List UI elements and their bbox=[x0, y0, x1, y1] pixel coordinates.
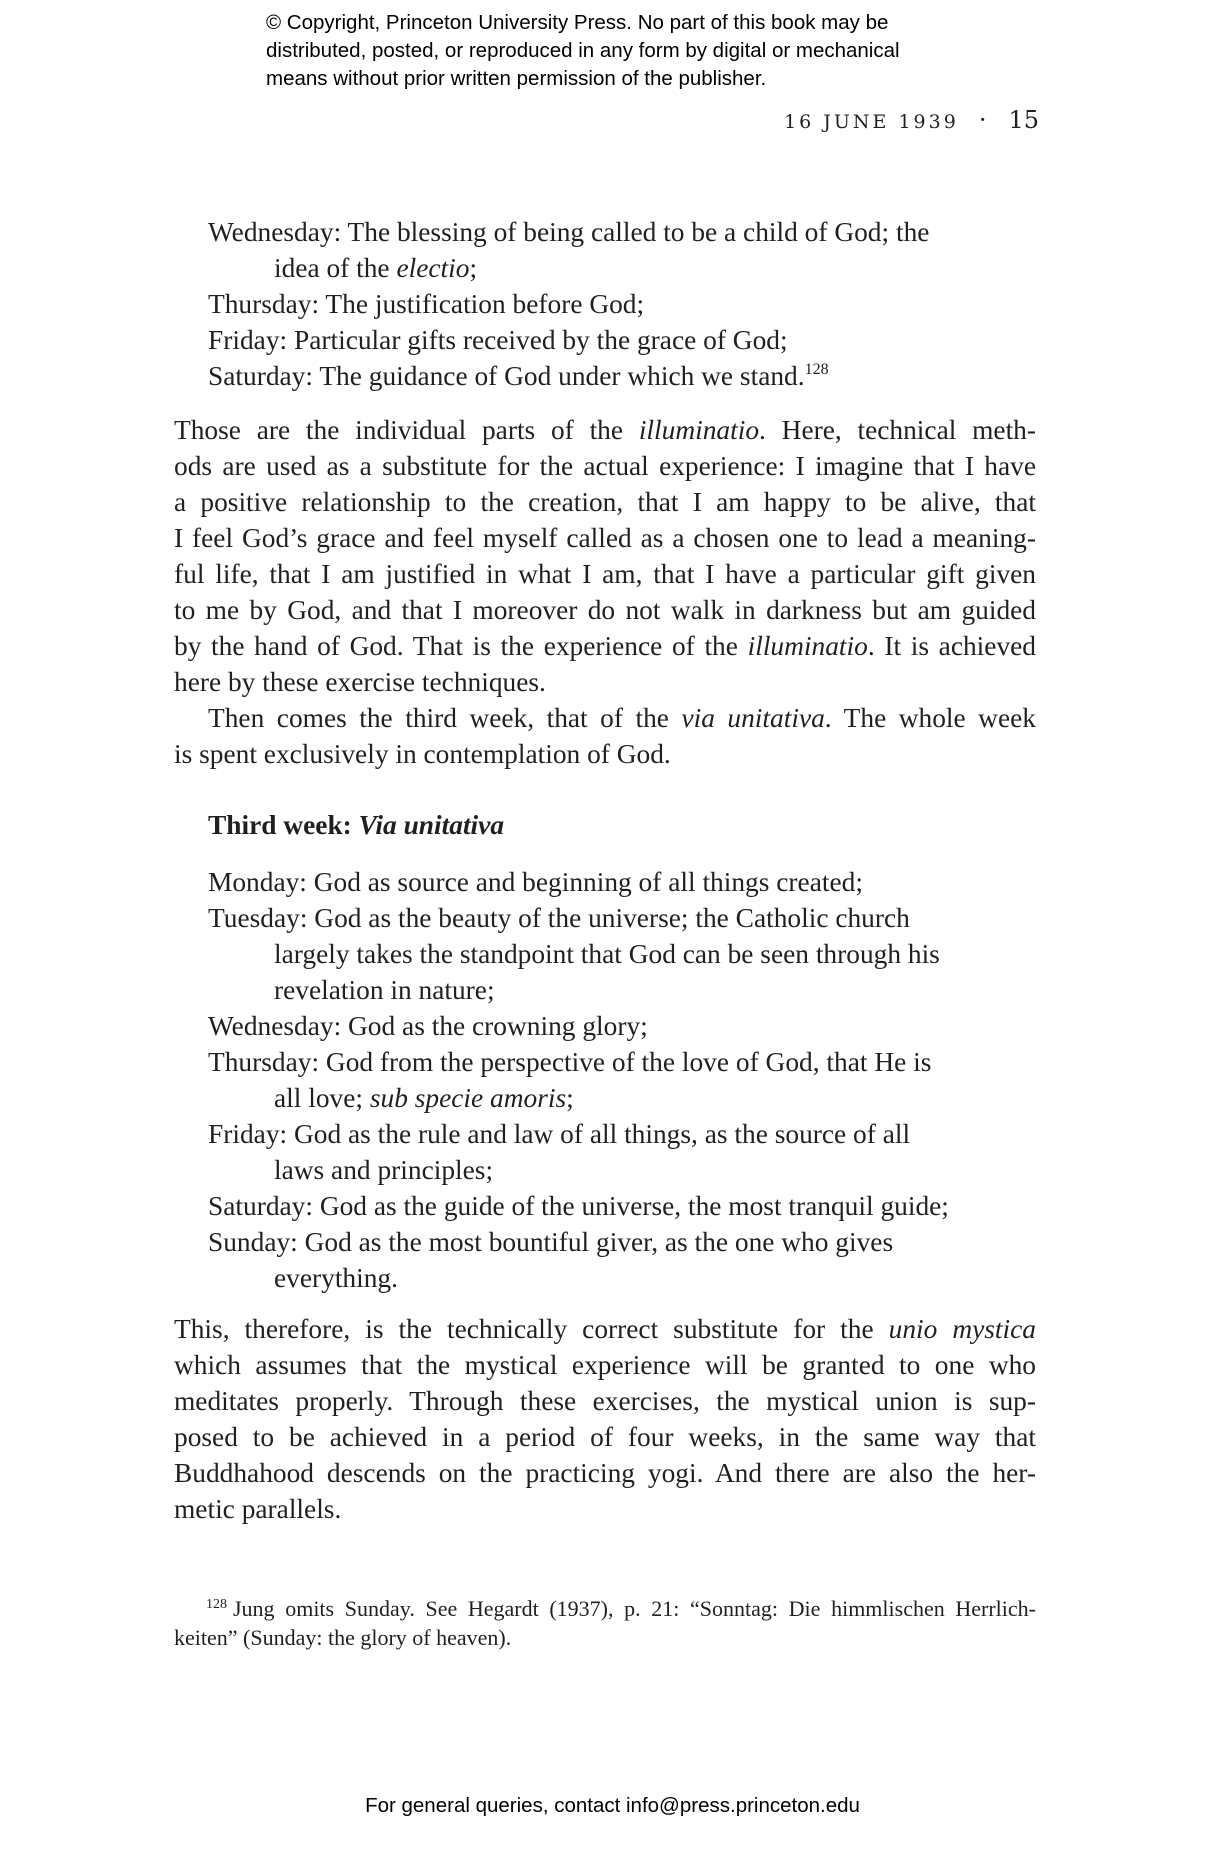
text-run: idea of the bbox=[274, 253, 397, 283]
list-line: Thursday: God from the perspective of the love of God, that He is bbox=[208, 1047, 932, 1077]
italic-term: illuminatio bbox=[638, 415, 760, 445]
italic-term: sub specie amoris bbox=[369, 1083, 567, 1113]
copyright-notice bbox=[266, 9, 1026, 93]
heading-italic: Via unitativa bbox=[358, 810, 505, 840]
list-line-continued: laws and principles; bbox=[274, 1155, 494, 1185]
list-line: Thursday: The justification before God; bbox=[208, 289, 645, 319]
list-line-continued bbox=[241, 250, 1008, 286]
italic-term: illuminatio bbox=[747, 631, 868, 661]
text-run: . The whole week bbox=[824, 703, 1036, 733]
list-line-continued: everything. bbox=[274, 1263, 398, 1293]
running-head-title: 16 JUNE 1939 bbox=[784, 111, 959, 133]
body-paragraph-unio-mystica bbox=[174, 1311, 1036, 1527]
text-run: Then comes the third week, that of the bbox=[208, 703, 682, 733]
body-paragraph-illuminatio bbox=[174, 412, 1036, 772]
paragraph-line: a positive relationship to the creation, that I am happy to be alive, that bbox=[174, 487, 1036, 517]
paragraph-line: metic parallels. bbox=[174, 1494, 342, 1524]
list-line-continued bbox=[241, 1080, 1008, 1116]
week-two-list bbox=[208, 214, 1008, 394]
paragraph-line: to me by God, and that I moreover do not walk in darkness but am guided bbox=[174, 595, 1036, 625]
italic-term: electio bbox=[396, 253, 470, 283]
list-item-wednesday bbox=[208, 214, 1008, 286]
list-item-saturday bbox=[208, 358, 1008, 394]
italic-term: unio mystica bbox=[888, 1314, 1036, 1344]
text-run: . It is achieved bbox=[867, 631, 1037, 661]
running-head bbox=[784, 106, 1039, 134]
list-item-tuesday bbox=[208, 900, 1008, 1008]
list-line bbox=[208, 358, 1008, 394]
text-run: all love; bbox=[274, 1083, 370, 1113]
contact-line: For general queries, contact info@press.princeton.edu bbox=[365, 1794, 860, 1817]
text-run: ; bbox=[469, 253, 478, 283]
paragraph-line: posed to be achieved in a period of four weeks, in the same way that bbox=[174, 1422, 1036, 1452]
list-item-friday bbox=[208, 322, 1008, 358]
list-line: Sunday: God as the most bountiful giver, as the one who gives bbox=[208, 1227, 894, 1257]
text-run: by the hand of God. That is the experience of the bbox=[174, 631, 748, 661]
list-line: Friday: God as the rule and law of all things, as the source of all bbox=[208, 1119, 911, 1149]
footnote-number: 128 bbox=[206, 1597, 227, 1612]
list-item-sunday bbox=[208, 1224, 1008, 1296]
footnote-line: keiten” (Sunday: the glory of heaven). bbox=[174, 1625, 512, 1650]
list-item-wednesday bbox=[208, 1008, 1008, 1044]
list-line: Wednesday: The blessing of being called to be a child of God; the bbox=[208, 217, 930, 247]
paragraph-line: is spent exclusively in contemplation of God. bbox=[174, 739, 671, 769]
paragraph-line: ods are used as a substitute for the actual experience: I imagine that I have bbox=[174, 451, 1036, 481]
list-line-continued: largely takes the standpoint that God can be seen through his bbox=[274, 939, 940, 969]
list-item-thursday bbox=[208, 1044, 1008, 1116]
paragraph-line bbox=[174, 1311, 1036, 1347]
copyright-line-2: distributed, posted, or reproduced in any form by digital or mechanical bbox=[266, 39, 900, 62]
page-number: 15 bbox=[1008, 106, 1039, 134]
list-item-monday bbox=[208, 864, 1008, 900]
paragraph-line: I feel God’s grace and feel myself called as a chosen one to lead a meaning- bbox=[174, 523, 1036, 553]
paragraph-line: which assumes that the mystical experience will be granted to one who bbox=[174, 1350, 1036, 1380]
paragraph-line: meditates properly. Through these exercises, the mystical union is sup- bbox=[174, 1386, 1036, 1416]
copyright-line-3: means without prior written permission of the publisher. bbox=[266, 67, 767, 90]
paragraph-line: Buddhahood descends on the practicing yogi. And there are also the her- bbox=[174, 1458, 1036, 1488]
paragraph-line: ful life, that I am justified in what I am, that I have a particular gift given bbox=[174, 559, 1036, 589]
text-run: This, therefore, is the technically correct substitute for the bbox=[174, 1314, 889, 1344]
paragraph-line: here by these exercise techniques. bbox=[174, 667, 546, 697]
running-head-separator: · bbox=[978, 106, 987, 134]
list-item-friday bbox=[208, 1116, 1008, 1188]
paragraph-line bbox=[174, 412, 1036, 448]
footnote-reference[interactable]: 128 bbox=[804, 361, 829, 378]
list-item-saturday bbox=[208, 1188, 1008, 1224]
list-line: Friday: Particular gifts received by the grace of God; bbox=[208, 325, 788, 355]
list-line-continued: revelation in nature; bbox=[274, 975, 495, 1005]
list-line: Monday: God as source and beginning of all things created; bbox=[208, 867, 863, 897]
footnote-128 bbox=[174, 1594, 1036, 1652]
week-three-list bbox=[208, 864, 1008, 1296]
copyright-line-1: © Copyright, Princeton University Press. No part of this book may be bbox=[266, 11, 889, 34]
list-line: Tuesday: God as the beauty of the universe; the Catholic church bbox=[208, 903, 910, 933]
text-run: Saturday: The guidance of God under which we stand. bbox=[208, 361, 805, 391]
list-line: Saturday: God as the guide of the universe, the most tranquil guide; bbox=[208, 1191, 949, 1221]
italic-term: via unitativa bbox=[681, 703, 825, 733]
text-run: Jung omits Sunday. See Hegardt (1937), p. 21: “Sonntag: Die himmlischen Herrlich- bbox=[233, 1596, 1036, 1621]
list-line: Wednesday: God as the crowning glory; bbox=[208, 1011, 648, 1041]
text-run: Those are the individual parts of the bbox=[174, 415, 639, 445]
paragraph-line bbox=[174, 700, 1036, 736]
text-run: . Here, technical meth- bbox=[759, 415, 1036, 445]
section-heading-third-week bbox=[208, 810, 504, 841]
list-item-thursday bbox=[208, 286, 1008, 322]
text-run: ; bbox=[566, 1083, 574, 1113]
paragraph-line bbox=[174, 628, 1036, 664]
heading-label: Third week: bbox=[208, 810, 359, 840]
footnote-line bbox=[174, 1594, 1036, 1623]
